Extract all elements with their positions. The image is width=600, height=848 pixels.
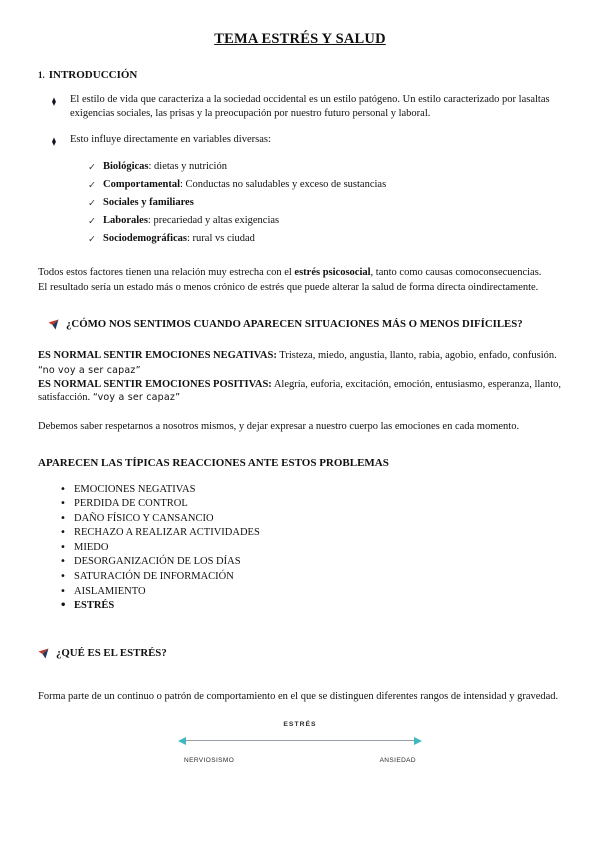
left-arrow-icon: [178, 737, 186, 745]
check-icon: ✓: [88, 216, 96, 227]
list-item: [60, 497, 562, 512]
bullet-icon: •: [60, 585, 66, 597]
list-item: [88, 194, 562, 212]
list-item: [88, 158, 562, 176]
section-number: 1.: [38, 70, 45, 80]
feelings-heading-text: ¿CÓMO NOS SENTIMOS CUANDO APARECEN SITUACIONES MÁS O MENOS DIFÍCILES?: [66, 318, 523, 330]
negative-quote: “no voy a ser capaz”: [38, 364, 141, 376]
check-item-rest: : rural vs ciudad: [187, 233, 255, 244]
check-icon: ✓: [88, 180, 96, 191]
list-item: [88, 230, 562, 248]
variables-check-list: [38, 158, 562, 248]
check-item-rest: : dietas y nutrición: [148, 161, 227, 172]
reaction-item-label: MIEDO: [74, 541, 109, 553]
reaction-item-label: ESTRÉS: [74, 600, 115, 612]
diamond-bullet-icon: ⧫: [52, 137, 56, 146]
reaction-item-label: DAÑO FÍSICO Y CANSANCIO: [74, 512, 214, 524]
negative-emotions-label: ES NORMAL SENTIR EMOCIONES NEGATIVAS:: [38, 350, 277, 361]
bullet-icon: •: [60, 527, 66, 539]
stress-heading: [38, 646, 562, 663]
check-item-text: [103, 212, 279, 230]
negative-emotions-text: Tristeza, miedo, angustia, llanto, rabia, agobio, enfado, confusión.: [276, 350, 557, 361]
bullet-icon: •: [60, 571, 66, 583]
right-arrow-icon: [414, 737, 422, 745]
check-item-text: [103, 230, 255, 248]
bullet-icon: •: [60, 556, 66, 568]
intro-bullet-2-text: Esto influye directamente en variables diversas:: [70, 134, 271, 145]
page-title: TEMA ESTRÉS Y SALUD: [214, 31, 386, 47]
intro-bullet-1-text: El estilo de vida que caracteriza a la sociedad occidental es un estilo patógeno. Un estilo caracterizado por lasaltas exigencias sociales, las prisas y la preocupación por nuestro futuro personal y laboral.: [70, 94, 550, 119]
list-item: [60, 555, 562, 570]
stress-paragraph: Forma parte de un continuo o patrón de comportamiento en el que se distinguen diferentes rangos de intensidad y gravedad.: [38, 690, 559, 702]
check-item-text: [103, 194, 194, 212]
stress-heading-text: ¿QUÉ ES EL ESTRÉS?: [56, 646, 167, 659]
check-item-rest: : Conductas no saludables y exceso de sustancias: [180, 179, 387, 190]
positive-emotions-label: ES NORMAL SENTIR EMOCIONES POSITIVAS:: [38, 378, 272, 390]
factors-p1-bold: estrés psicosocial: [294, 267, 371, 278]
check-icon: ✓: [88, 198, 96, 209]
axis-line: [186, 740, 414, 741]
section-heading-label: INTRODUCCIÓN: [48, 69, 138, 81]
list-item: [60, 483, 562, 498]
positive-quote: “voy a ser capaz”: [92, 392, 181, 403]
arrow-plane-icon: [38, 648, 49, 663]
list-item: [60, 541, 562, 556]
positive-emotions-paragraph: [38, 378, 562, 405]
check-item-term: Sociales y familiares: [103, 197, 194, 208]
factors-paragraph: [38, 266, 562, 295]
diamond-bullet-icon: ⧫: [52, 97, 56, 106]
reactions-list: [60, 483, 562, 614]
check-item-term: Biológicas: [103, 161, 149, 172]
bullet-icon: •: [60, 600, 67, 612]
check-item-rest: : precariedad y altas exigencias: [147, 215, 280, 226]
bullet-icon: •: [60, 512, 66, 524]
list-item: [60, 585, 562, 600]
list-item: [88, 176, 562, 194]
check-item-term: Laborales: [103, 215, 148, 226]
check-icon: ✓: [88, 234, 96, 245]
feelings-heading: [48, 317, 562, 334]
arrow-plane-icon: [48, 319, 59, 334]
reaction-item-label: PERDIDA DE CONTROL: [74, 498, 188, 510]
list-item: [60, 599, 562, 614]
reaction-item-label: RECHAZO A REALIZAR ACTIVIDADES: [74, 527, 260, 539]
diagram-top-label: ESTRÉS: [283, 720, 317, 728]
check-icon: ✓: [88, 162, 96, 173]
stress-continuum-diagram: [178, 718, 422, 768]
intro-bullet-2: [52, 133, 562, 149]
list-item: [60, 512, 562, 527]
respect-note: Debemos saber respetarnos a nosotros mismos, y dejar expresar a nuestro cuerpo las emociones en cada momento.: [38, 420, 520, 432]
positive-emotions-text: Alegría, euforia, excitación, emoción, entusiasmo, esperanza, llanto, satisfacción.: [38, 378, 562, 403]
diagram-axis: [178, 737, 422, 745]
check-item-term: Comportamental: [103, 179, 180, 190]
reaction-item-label: DESORGANIZACIÓN DE LOS DÍAS: [74, 556, 241, 568]
factors-p2: El resultado sería un estado más o menos crónico de estrés que puede alterar la salud de forma directa oindirectamente.: [38, 281, 539, 293]
diagram-labels: [178, 754, 422, 768]
reactions-heading: APARECEN LAS TÍPICAS REACCIONES ANTE ESTOS PROBLEMAS: [38, 456, 389, 469]
factors-p1: [38, 266, 562, 281]
bullet-icon: •: [60, 483, 66, 495]
negative-emotions-paragraph: [38, 349, 562, 378]
diagram-left-label: NERVIOSISMO: [184, 756, 235, 764]
section-heading-introduccion: [38, 68, 562, 82]
intro-bullet-1: [52, 93, 562, 121]
bullet-icon: •: [60, 541, 66, 553]
list-item: [60, 570, 562, 585]
check-item-term: Sociodemográficas: [103, 233, 187, 244]
factors-p1-end: , tanto como causas comoconsecuencias.: [370, 267, 542, 278]
list-item: [88, 212, 562, 230]
factors-p1-start: Todos estos factores tienen una relación muy estrecha con el: [38, 267, 295, 278]
reaction-item-label: AISLAMIENTO: [74, 585, 146, 597]
reaction-item-label: EMOCIONES NEGATIVAS: [74, 483, 196, 495]
check-item-text: [103, 176, 386, 194]
reaction-item-label: SATURACIÓN DE INFORMACIÓN: [74, 571, 234, 583]
check-item-text: [103, 158, 227, 176]
list-item: [60, 526, 562, 541]
bullet-icon: •: [60, 498, 66, 510]
diagram-right-label: ANSIEDAD: [379, 756, 416, 764]
